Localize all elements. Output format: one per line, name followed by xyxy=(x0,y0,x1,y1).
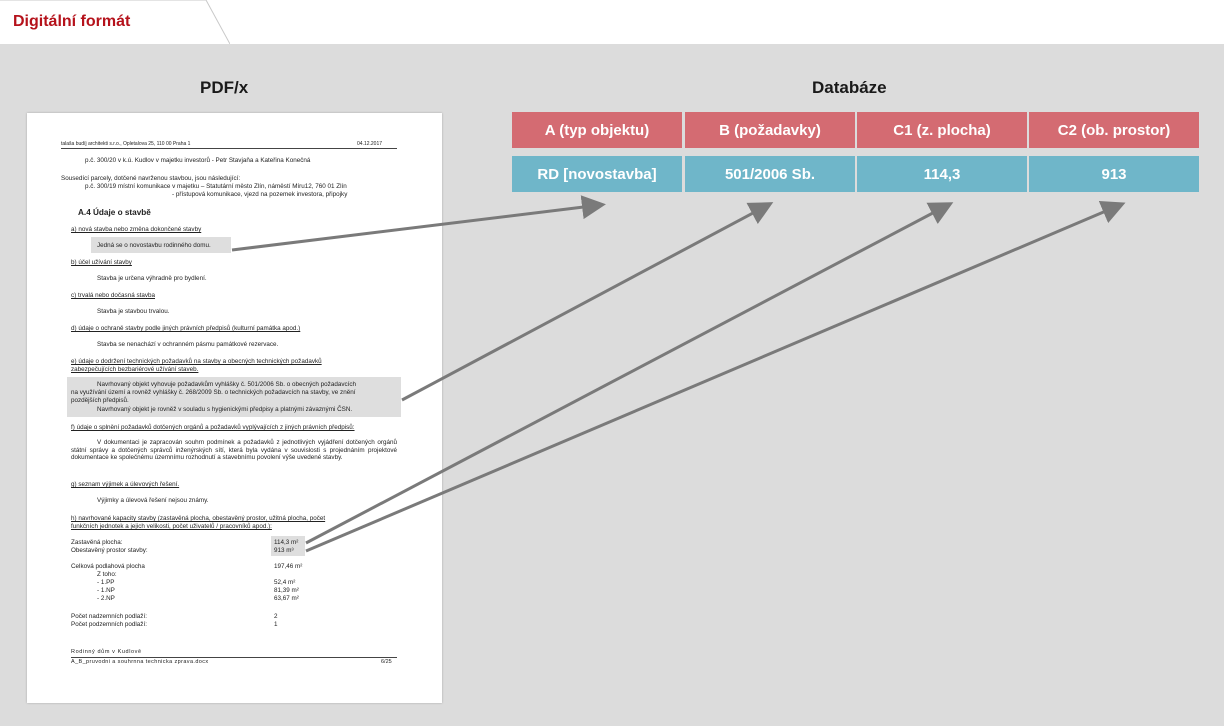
doc-g-heading: g) seznam výjimek a úlevových řešení. xyxy=(71,481,180,488)
doc-section-heading: A.4 Údaje o stavbě xyxy=(78,208,151,217)
doc-d-text: Stavba se nenachází v ochranném pásmu památkové rezervace. xyxy=(97,341,279,348)
doc-capacity-label: Z toho: xyxy=(97,571,117,578)
doc-capacity-value: 197,46 m² xyxy=(274,563,303,570)
pdf-column-title: PDF/x xyxy=(200,78,249,97)
doc-capacity-label: Celková podlahová plocha xyxy=(71,563,145,570)
db-value-cell: 501/2006 Sb. xyxy=(685,156,855,192)
db-header-cell: B (požadavky) xyxy=(685,112,855,148)
doc-capacity-label: - 1.NP xyxy=(97,587,115,594)
doc-capacity-value: 52,4 m² xyxy=(274,579,296,586)
doc-c-text: Stavba je stavbou trvalou. xyxy=(97,308,170,315)
doc-capacity-label: - 1.PP xyxy=(97,579,115,586)
doc-e-text-3: pozdějších předpisů. xyxy=(71,397,129,404)
doc-footer-page: 6/25 xyxy=(381,659,392,665)
doc-capacity-value: 114,3 m² xyxy=(274,539,299,546)
doc-capacity-value: 63,67 m² xyxy=(274,595,299,602)
arrow-to-zastavena-plocha xyxy=(306,205,948,543)
arrow-to-pozadavky xyxy=(402,205,768,400)
doc-neighbors-line-2: - přístupová komunikace, vjezd na pozemek investora, připojky xyxy=(172,191,348,198)
doc-capacity-label: Zastavěná plocha: xyxy=(71,539,123,546)
doc-capacity-label: - 2.NP xyxy=(97,595,115,602)
doc-footer-title: Rodinný dům v Kudlově xyxy=(71,649,142,655)
arrow-to-obestaveny-prostor xyxy=(306,205,1120,551)
doc-capacity-label: Počet nadzemních podlaží: xyxy=(71,613,147,620)
doc-header-date: 04.12.2017 xyxy=(357,141,383,147)
doc-d-heading: d) údaje o ochraně stavby podle jiných právních předpisů (kulturní památka apod.) xyxy=(71,325,301,332)
db-value-cell: 114,3 xyxy=(857,156,1027,192)
doc-capacity-value: 81,39 m² xyxy=(274,587,299,594)
doc-e-heading-1: e) údaje o dodržení technických požadavků na stavby a obecných technických požadavků xyxy=(71,358,322,365)
doc-intro-line: p.č. 300/20 v k.ú. Kudlov v majetku investorů - Petr Stavjaňa a Kateřina Konečná xyxy=(85,157,311,164)
db-value-cell: RD [novostavba] xyxy=(512,156,682,192)
doc-capacity-label: Obestavěný prostor stavby: xyxy=(71,547,148,554)
doc-c-heading: c) trvalá nebo dočasná stavba xyxy=(71,292,156,299)
page-title: Digitální formát xyxy=(13,13,131,30)
doc-e-heading-2: zabezpečujících bezbariérové užívání staveb. xyxy=(71,366,199,373)
doc-h-heading-2: funkčních jednotek a jejich velikosti, počet uživatelů / pracovníků apod.): xyxy=(71,523,272,530)
doc-h-heading-1: h) navrhované kapacity stavby (zastavěná plocha, obestavěný prostor, užitná plocha, počet xyxy=(71,515,326,522)
doc-footer-file: A_B_pruvodni a souhrnna technicka zprava.docx xyxy=(71,659,209,665)
doc-neighbors-line-1: p.č. 300/19 místní komunikace v majetku – Statutární město Zlín, náměstí Míru12, 760 01 Zlín xyxy=(85,183,347,190)
doc-g-text: Výjimky a úlevová řešení nejsou známy. xyxy=(97,497,209,504)
doc-header-left: talaša budíj architekti s.r.o., Opletalova 25, 110 00 Praha 1 xyxy=(61,141,191,147)
doc-capacity-value: 1 xyxy=(274,621,278,628)
database-column-title: Databáze xyxy=(812,78,887,97)
doc-b-heading: b) účel užívání stavby xyxy=(71,259,132,266)
doc-neighbors-label: Sousedící parcely, dotčené navrženou stavbou, jsou následující: xyxy=(61,175,241,182)
doc-capacity-label: Počet podzemních podlaží: xyxy=(71,621,147,628)
doc-e-text-4: Navrhovaný objekt je rovněž v souladu s hygienickými předpisy a platnými závaznými ČSN. xyxy=(97,406,353,413)
doc-a-text: Jedná se o novostavbu rodinného domu. xyxy=(97,242,211,249)
db-value-cell: 913 xyxy=(1029,156,1199,192)
doc-capacity-value: 913 m³ xyxy=(274,547,294,554)
doc-a-heading: a) nová stavba nebo změna dokončené stavby xyxy=(71,226,202,233)
doc-capacity-value: 2 xyxy=(274,613,278,620)
doc-e-text-1: Navrhovaný objekt vyhovuje požadavkům vyhlášky č. 501/2006 Sb. o obecných požadavcích xyxy=(97,381,357,388)
db-header-cell: C1 (z. plocha) xyxy=(857,112,1027,148)
db-header-cell: A (typ objektu) xyxy=(512,112,682,148)
doc-f-heading: f) údaje o splnění požadavků dotčených orgánů a požadavků vyplývajících z jiných právních předpisů: xyxy=(71,424,355,431)
doc-f-text: V dokumentaci je zapracován souhrn podmínek a požadavků z jednotlivých vyjádření dotčených orgánů státní správy a dotčených správců inženýrských sítí, která byla vydána v souvislosti s projednáním projektové dokumentace ke společnému územnímu rozhodnutí a stavebnímu povolení výše uvedené stavby. xyxy=(71,439,397,462)
arrow-to-typ-objektu xyxy=(232,205,600,250)
doc-b-text: Stavba je určena výhradně pro bydlení. xyxy=(97,275,207,282)
doc-e-text-2: na využívání území a rovněž vyhlášky č. 268/2009 Sb. o technických požadavcích na stavby, ve znění xyxy=(71,389,356,396)
db-header-cell: C2 (ob. prostor) xyxy=(1029,112,1199,148)
